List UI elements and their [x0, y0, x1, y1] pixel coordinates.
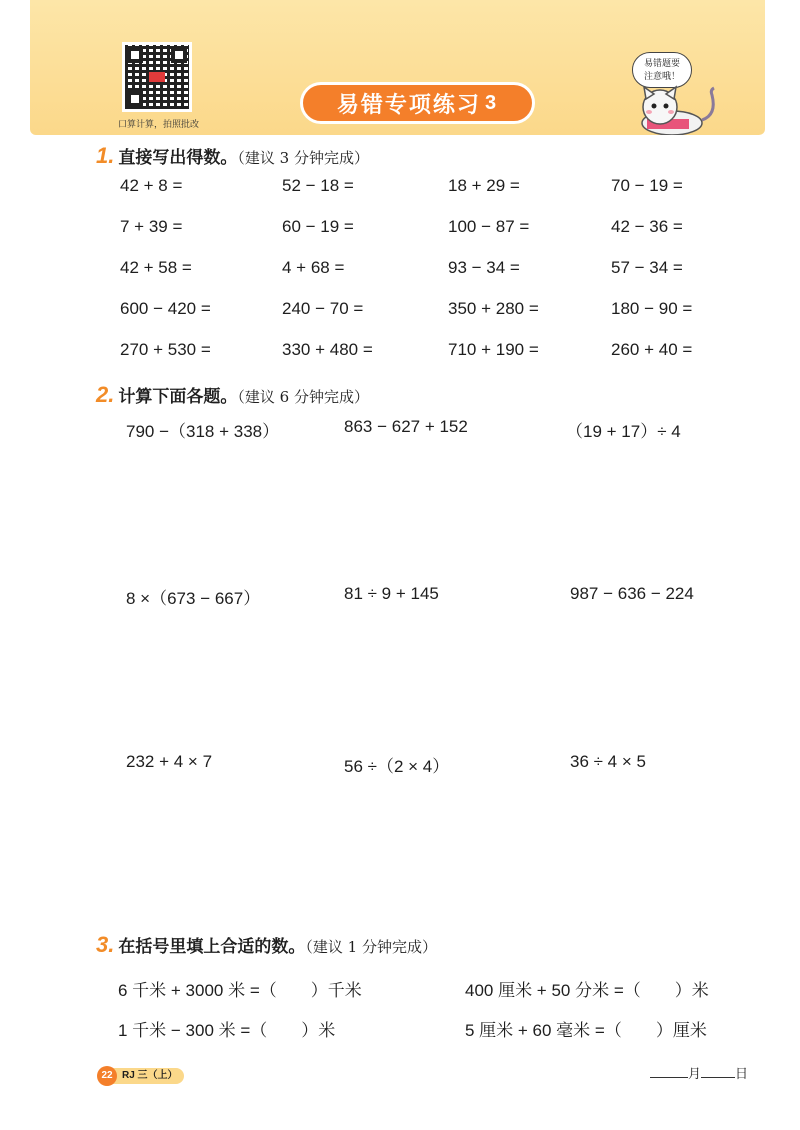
- problem: 600 − 420 =: [120, 299, 211, 318]
- section2-number: 2.: [96, 382, 115, 407]
- edition-badge: RJ 三（上）: [100, 1068, 184, 1084]
- problem: 240 − 70 =: [282, 299, 364, 318]
- qr-logo: [149, 72, 165, 82]
- problem: 57 − 34 =: [611, 258, 683, 277]
- page-title: [300, 82, 535, 124]
- section3-note: （建议 1 分钟完成）: [305, 938, 437, 956]
- problem: 987 − 636 − 224: [570, 584, 694, 603]
- problem: 400 厘米 + 50 分米 =（ ）米: [465, 981, 709, 1000]
- problem: 93 − 34 =: [448, 258, 520, 277]
- day-label: 日: [735, 1066, 749, 1081]
- problem: 100 − 87 =: [448, 217, 530, 236]
- problem: 42 + 58 =: [120, 258, 192, 277]
- section2-note: （建议 6 分钟完成）: [237, 388, 369, 406]
- problem: 70 − 19 =: [611, 176, 683, 195]
- problem: 270 + 530 =: [120, 340, 211, 359]
- section1-title-text: 直接写出得数。: [118, 148, 238, 167]
- page-title-number: 3: [484, 91, 499, 114]
- section3-title: [96, 932, 437, 958]
- problem: 6 千米 + 3000 米 =（ ）千米: [118, 981, 362, 1000]
- problem: 36 ÷ 4 × 5: [570, 752, 646, 771]
- section1-title: [96, 143, 369, 169]
- section2-title-text: 计算下面各题。: [118, 387, 238, 406]
- problem: （19 + 17）÷ 4: [566, 422, 681, 441]
- speech-bubble: [632, 52, 692, 88]
- section1-number: 1.: [96, 143, 115, 168]
- problem: 4 + 68 =: [282, 258, 345, 277]
- problem: 7 + 39 =: [120, 217, 183, 236]
- problem: 56 ÷（2 × 4）: [344, 757, 450, 776]
- problem: 42 + 8 =: [120, 176, 183, 195]
- section1-note: （建议 3 分钟完成）: [237, 149, 369, 167]
- qr-finder: [127, 47, 143, 63]
- problem: 52 − 18 =: [282, 176, 354, 195]
- cat-mascot-icon: [632, 85, 722, 135]
- problem: 18 + 29 =: [448, 176, 520, 195]
- bubble-line: 易错题要: [643, 58, 680, 68]
- problem: 8 ×（673 − 667）: [126, 589, 261, 608]
- problem: 81 ÷ 9 + 145: [344, 584, 439, 603]
- problem: 350 + 280 =: [448, 299, 539, 318]
- problem: 180 − 90 =: [611, 299, 693, 318]
- problem: 260 + 40 =: [611, 340, 693, 359]
- problem: 5 厘米 + 60 毫米 =（ ）厘米: [465, 1021, 707, 1040]
- problem: 1 千米 − 300 米 =（ ）米: [118, 1021, 336, 1040]
- problem: 790 −（318 + 338）: [126, 422, 280, 441]
- day-blank[interactable]: [701, 1065, 735, 1078]
- month-blank[interactable]: [650, 1065, 688, 1078]
- qr-finder: [171, 47, 187, 63]
- problem: 863 − 627 + 152: [344, 417, 468, 436]
- section2-title: [96, 382, 369, 408]
- problem: 60 − 19 =: [282, 217, 354, 236]
- section3-title-text: 在括号里填上合适的数。: [118, 937, 306, 956]
- section3-number: 3.: [96, 932, 115, 957]
- qr-finder: [127, 91, 143, 107]
- qr-code[interactable]: [122, 42, 192, 112]
- problem: 330 + 480 =: [282, 340, 373, 359]
- problem: 42 − 36 =: [611, 217, 683, 236]
- qr-caption: 口算计算，拍照批改: [118, 119, 200, 129]
- page-number: 22: [97, 1066, 117, 1086]
- problem: 232 + 4 × 7: [126, 752, 213, 771]
- problem: 710 + 190 =: [448, 340, 539, 359]
- page-title-text: 易错专项练习: [336, 91, 481, 117]
- date-field[interactable]: [650, 1063, 748, 1082]
- month-label: 月: [688, 1066, 702, 1081]
- bubble-line: 注意哦！: [643, 71, 680, 81]
